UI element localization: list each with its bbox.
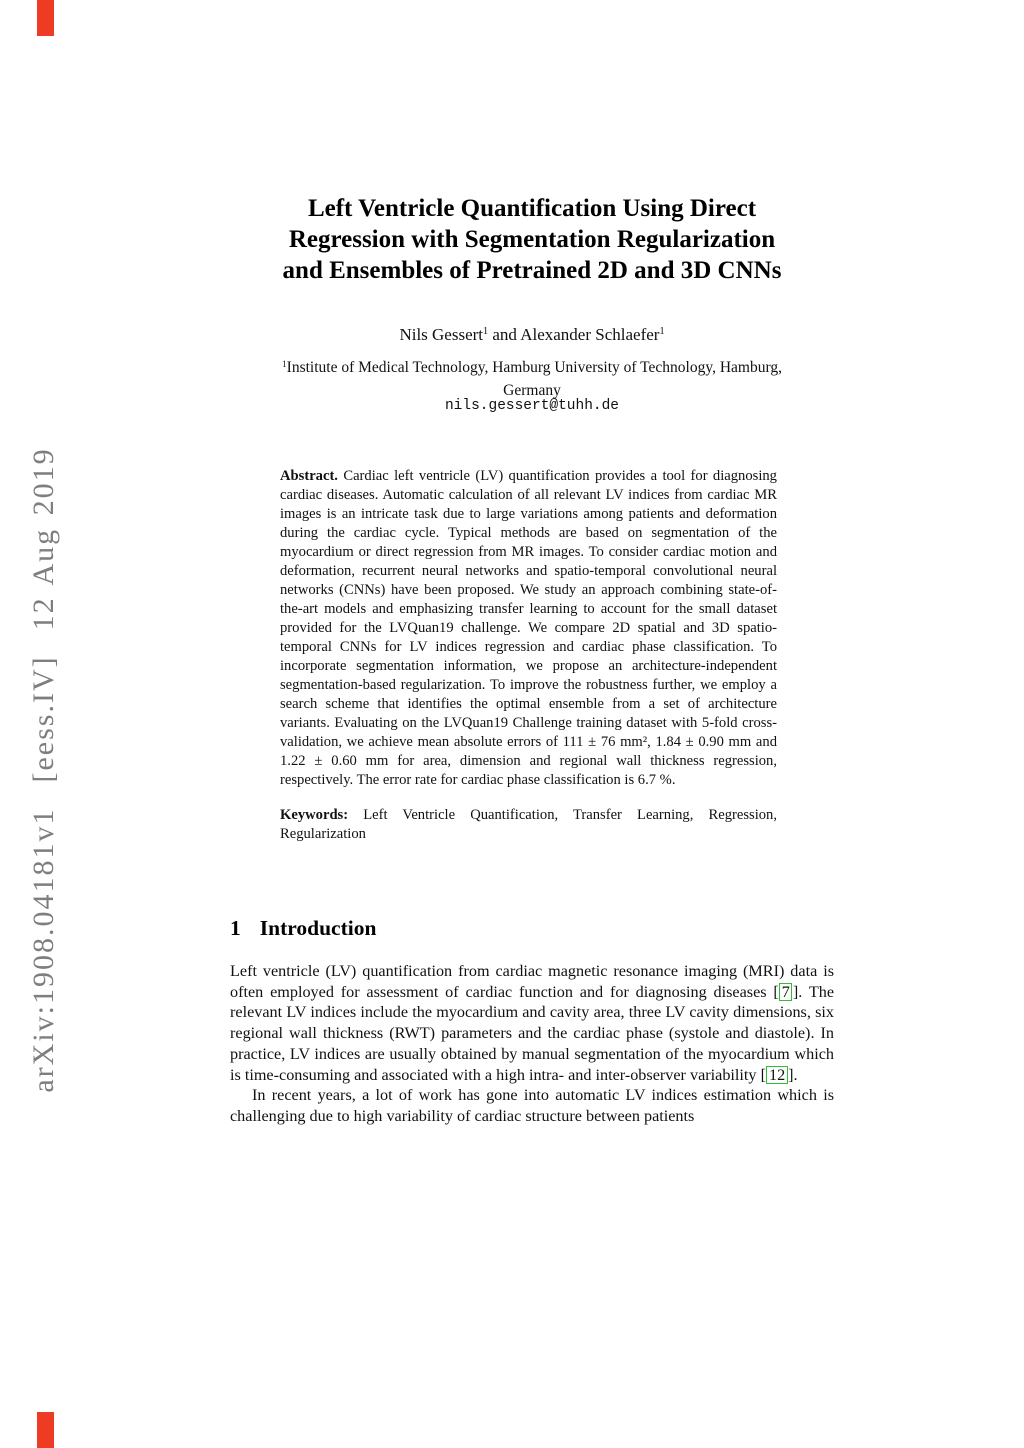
arxiv-stamp-link[interactable]: arXiv:1908.04181v1 [eess.IV] 12 Aug 2019	[27, 447, 60, 1093]
introduction-section	[230, 915, 834, 1127]
red-edge-mark-bottom	[37, 1412, 54, 1448]
abstract-section	[280, 467, 777, 844]
abstract-paragraph	[280, 467, 777, 790]
affiliation	[230, 358, 834, 401]
affiliation-line-1: Institute of Medical Technology, Hamburg University of Technology, Hamburg,	[286, 359, 782, 376]
section-title: Introduction	[259, 916, 377, 940]
section-heading	[230, 915, 834, 941]
affiliation-line-2: Germany	[503, 381, 561, 399]
author-name-1: Nils Gessert	[399, 325, 484, 344]
author-affiliation-mark-1: 1	[483, 326, 489, 338]
paper-title	[230, 193, 834, 286]
author-line	[230, 325, 834, 345]
abstract-label: Abstract.	[280, 468, 338, 484]
section-number: 1	[230, 916, 241, 940]
intro-paragraph-1: Left ventricle (LV) quantification from cardiac magnetic resonance imaging (MRI) data is often employed for assessment of cardiac function and for diagnosing diseases [ 7 ]. The relevant LV indices include the myocardium and cavity area, three LV cavity dimensions, six regional wall thickness (RWT) parameters and the cardiac phase (systole and diastole). In practice, LV indices are usually obtained by manual segmentation of the myocardium which is time-consuming and associated with a high intra- and inter-observer variability [ 12 ].	[230, 962, 835, 1084]
title-line-1: Left Ventricle Quantification Using Direct	[307, 195, 757, 222]
author-affiliation-mark-2: 1	[659, 326, 665, 338]
abstract-text: Cardiac left ventricle (LV) quantification provides a tool for diagnosing cardiac diseases. Automatic calculation of all relevant LV indices from cardiac MR images is an intricate task due to large variations among patients and deformation during the cardiac cycle. Typical methods are based on segmentation of the myocardium or direct regression from MR images. To consider cardiac motion and deformation, recurrent neural networks and spatio-temporal convolutional neural networks (CNNs) have been proposed. We study an approach combining state-of-the-art models and emphasizing transfer learning to account for the small dataset provided for the LVQuan19 challenge. We compare 2D spatial and 3D spatio-temporal CNNs for LV indices regression and cardiac phase classification. To incorporate segmentation information, we propose an architecture-independent segmentation-based regularization. To improve the robustness further, we employ a search scheme that identifies the optimal ensemble from a set of architecture variants. Evaluating on the LVQuan19 Challenge training dataset with 5-fold cross-validation, we achieve mean absolute errors of 111 ± 76 mm², 1.84 ± 0.90 mm and 1.22 ± 0.60 mm for area, dimension and regional wall thickness regression, respectively. The error rate for cardiac phase classification is 6.7 %.	[280, 468, 777, 788]
author-connector: and	[488, 325, 521, 344]
citation-link[interactable]: 7	[779, 983, 792, 1001]
citation-link[interactable]: 12	[766, 1066, 787, 1084]
affiliation-mark: 1	[282, 359, 287, 370]
keywords-label: Keywords:	[280, 807, 349, 823]
keywords-paragraph	[280, 806, 777, 844]
keywords-text: Left Ventricle Quantification, Transfer Learning, Regression, Regularization	[280, 807, 777, 842]
email-address: nils.gessert@tuhh.de	[444, 398, 620, 414]
author-name-2: Alexander Schlaefer	[520, 325, 660, 344]
title-line-2: Regression with Segmentation Regularization	[288, 226, 776, 253]
intro-paragraph-2: In recent years, a lot of work has gone into automatic LV indices estimation which is challenging due to high variability of cardiac structure between patients	[230, 1086, 834, 1125]
title-line-3: and Ensembles of Pretrained 2D and 3D CNNs	[282, 257, 782, 284]
red-edge-mark-top	[37, 0, 54, 36]
